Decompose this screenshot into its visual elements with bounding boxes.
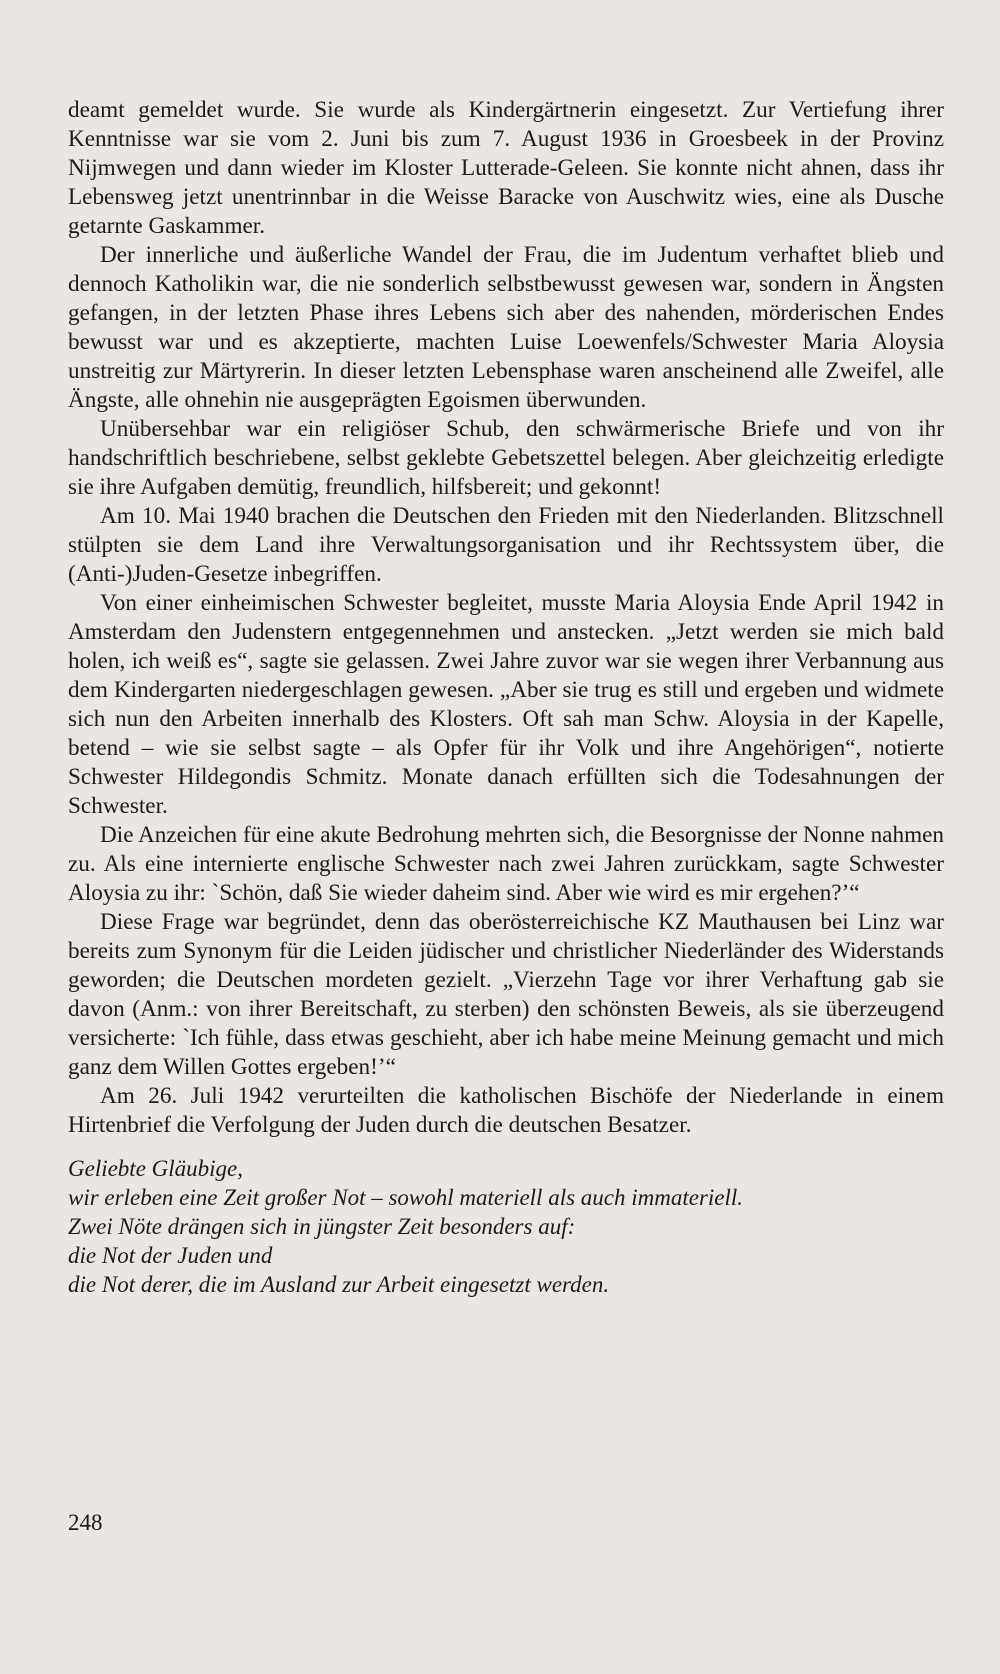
paragraph-1: deamt gemeldet wurde. Sie wurde als Kindergärtnerin eingesetzt. Zur Vertiefung ihrer Kenntnisse war sie vom 2. Juni bis zum 7. August 1936 in Groesbeek in der Provinz Nijmwegen und dann wieder im Kloster Lutterade-Geleen. Sie konnte nicht ahnen, dass ihr Lebensweg jetzt unentrinnbar in die Weisse Baracke von Auschwitz wies, eine als Dusche getarnte Gaskammer. [68,97,944,239]
quote-line: wir erleben eine Zeit großer Not – sowohl materiell als auch immateriell. [68,1185,744,1210]
paragraph-8: Am 26. Juli 1942 verurteilten die katholischen Bischöfe der Niederlande in einem Hirtenbrief die Verfolgung der Juden durch die deutschen Besatzer. [68,1083,944,1138]
quote-line: Zwei Nöte drängen sich in jüngster Zeit besonders auf: [68,1214,576,1239]
page-body [68,96,944,1299]
body-text [68,96,944,1140]
pastoral-letter-quote [68,1154,944,1299]
paragraph-7: Diese Frage war begründet, denn das oberösterreichische KZ Mauthausen bei Linz war bereits zum Synonym für die Leiden jüdischer und christlicher Niederländer des Widerstands geworden; die Deutschen mordeten gezielt. „Vierzehn Tage vor ihrer Verhaftung gab sie davon (Anm.: von ihrer Bereitschaft, zu sterben) den schönsten Beweis, als sie überzeugend versicherte: `Ich fühle, dass etwas geschieht, aber ich habe meine Meinung gemacht und mich ganz dem Willen Gottes ergeben!’“ [68,909,944,1080]
page-number: 248 [68,1510,103,1535]
paragraph-3: Unübersehbar war ein religiöser Schub, den schwärmerische Briefe und von ihr handschriftlich beschriebene, selbst geklebte Gebetszettel belegen. Aber gleichzeitig erledigte sie ihre Aufgaben demütig, freundlich, hilfsbereit; und gekonnt! [68,416,944,500]
paragraph-5: Von einer einheimischen Schwester begleitet, musste Maria Aloysia Ende April 1942 in Amsterdam den Judenstern entgegennehmen und anstecken. „Jetzt werden sie mich bald holen, ich weiß es“, sagte sie gelassen. Zwei Jahre zuvor war sie wegen ihrer Verbannung aus dem Kindergarten niedergeschlagen gewesen. „Aber sie trug es still und ergeben und widmete sich nun den Arbeiten innerhalb des Klosters. Oft sah man Schw. Aloysia in der Kapelle, betend – wie sie selbst sagte – als Opfer für ihr Volk und ihre Angehörigen“, notierte Schwester Hildegondis Schmitz. Monate danach erfüllten sich die Todesahnungen der Schwester. [68,590,944,819]
paragraph-2: Der innerliche und äußerliche Wandel der Frau, die im Judentum verhaftet blieb und dennoch Katholikin war, die nie sonderlich selbstbewusst gewesen war, sondern in Ängsten gefangen, in der letzten Phase ihres Lebens sich aber des nahenden, mörderischen Endes bewusst war und es akzeptierte, machten Luise Loewenfels/Schwester Maria Aloysia unstreitig zur Märtyrerin. In dieser letzten Lebensphase waren anscheinend alle Zweifel, alle Ängste, alle ohnehin nie ausgeprägten Egoismen überwunden. [68,242,944,413]
quote-line: die Not der Juden und [68,1243,273,1268]
quote-line: Geliebte Gläubige, [68,1156,244,1181]
paragraph-6: Die Anzeichen für eine akute Bedrohung mehrten sich, die Besorgnisse der Nonne nahmen zu. Als eine internierte englische Schwester nach zwei Jahren zurückkam, sagte Schwester Aloysia zu ihr: `Schön, daß Sie wieder daheim sind. Aber wie wird es mir ergehen?’“ [68,822,944,906]
quote-line: die Not derer, die im Ausland zur Arbeit eingesetzt werden. [68,1272,610,1297]
paragraph-4: Am 10. Mai 1940 brachen die Deutschen den Frieden mit den Niederlanden. Blitzschnell stülpten sie dem Land ihre Verwaltungsorganisation und ihr Rechtssystem über, die (Anti-)Juden-Gesetze inbegriffen. [68,503,944,587]
